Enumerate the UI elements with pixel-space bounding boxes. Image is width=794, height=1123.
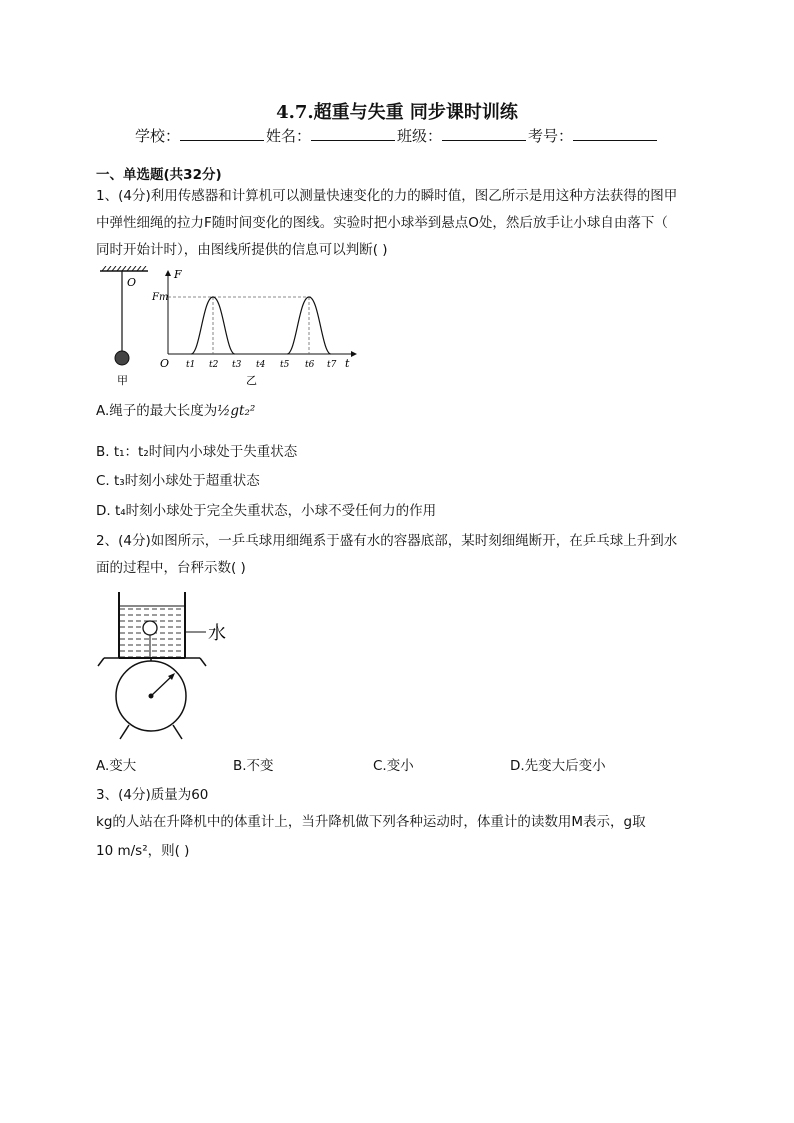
- tick-t5: t5: [280, 360, 290, 370]
- name-blank[interactable]: [311, 126, 395, 141]
- peak-label: Fm: [152, 292, 169, 303]
- page-title: 4.7.超重与失重 同步课时训练: [276, 102, 518, 123]
- student-info-line: [0, 125, 794, 146]
- q2-figure: [96, 588, 246, 748]
- number-label: 考号：: [528, 127, 574, 145]
- x-axis-label: t: [345, 357, 350, 370]
- ping-pong-ball-icon: [143, 621, 157, 635]
- q1-option-d[interactable]: D. t₄时刻小球处于完全失重状态，小球不受任何力的作用: [96, 503, 437, 519]
- q1-option-c[interactable]: C. t₃时刻小球处于超重状态: [96, 473, 260, 489]
- yi-caption: 乙: [246, 374, 257, 387]
- q1-option-a-formula: ½gt₂²: [217, 403, 256, 419]
- tick-t4: t4: [256, 360, 266, 370]
- name-label: 姓名：: [265, 127, 311, 145]
- q2-stem-line2: 面的过程中，台秤示数( ): [96, 560, 246, 576]
- q1-stem-line1: 1、(4分)利用传感器和计算机可以测量快速变化的力的瞬时值，图乙所示是用这种方法获得的图甲: [96, 188, 678, 204]
- q2-option-b[interactable]: B.不变: [233, 758, 274, 774]
- q3-stem-line3: 10 m/s²，则( ): [96, 843, 190, 859]
- q2-stem-line1: 2、(4分)如图所示，一乒乓球用细绳系于盛有水的容器底部，某时刻细绳断开，在乒乓球上升到水: [96, 533, 678, 549]
- tick-t7: t7: [327, 360, 337, 370]
- q1-option-a-text: A.绳子的最大长度为: [96, 403, 218, 419]
- school-label: 学校：: [134, 127, 180, 145]
- tick-t2: t2: [209, 360, 219, 370]
- water-label: 水: [208, 623, 226, 644]
- section-title: 一、单选题(共32分): [96, 167, 222, 183]
- q1-option-a[interactable]: [96, 402, 706, 420]
- y-axis-label: F: [174, 268, 182, 281]
- pivot-label: O: [127, 276, 137, 289]
- class-label: 班级：: [397, 127, 443, 145]
- q2-option-c[interactable]: C.变小: [373, 758, 414, 774]
- q1-figure: [96, 266, 366, 391]
- jia-caption: 甲: [117, 374, 128, 387]
- figure-yi: [151, 268, 357, 387]
- tick-t1: t1: [186, 360, 196, 370]
- class-blank[interactable]: [442, 126, 526, 141]
- origin-label: O: [160, 357, 170, 370]
- ball-icon: [115, 351, 129, 365]
- figure-jia: [100, 266, 148, 387]
- tick-t3: t3: [232, 360, 242, 370]
- q3-stem-line1: 3、(4分)质量为60: [96, 787, 209, 803]
- school-blank[interactable]: [180, 126, 264, 141]
- q3-stem-line2: kg的人站在升降机中的体重计上，当升降机做下列各种运动时，体重计的读数用M表示，g取: [96, 814, 646, 830]
- q1-stem-line3: 同时开始计时），由图线所提供的信息可以判断( ): [96, 242, 388, 258]
- number-blank[interactable]: [573, 126, 657, 141]
- tick-t6: t6: [305, 360, 315, 370]
- q2-option-a[interactable]: A.变大: [96, 758, 137, 774]
- q1-stem-line2: 中弹性细绳的拉力F随时间变化的图线。实验时把小球举到悬点O处，然后放手让小球自由落下（: [96, 215, 668, 231]
- q2-option-d[interactable]: D.先变大后变小: [510, 758, 606, 774]
- q1-option-b[interactable]: B. t₁：t₂时间内小球处于失重状态: [96, 444, 298, 460]
